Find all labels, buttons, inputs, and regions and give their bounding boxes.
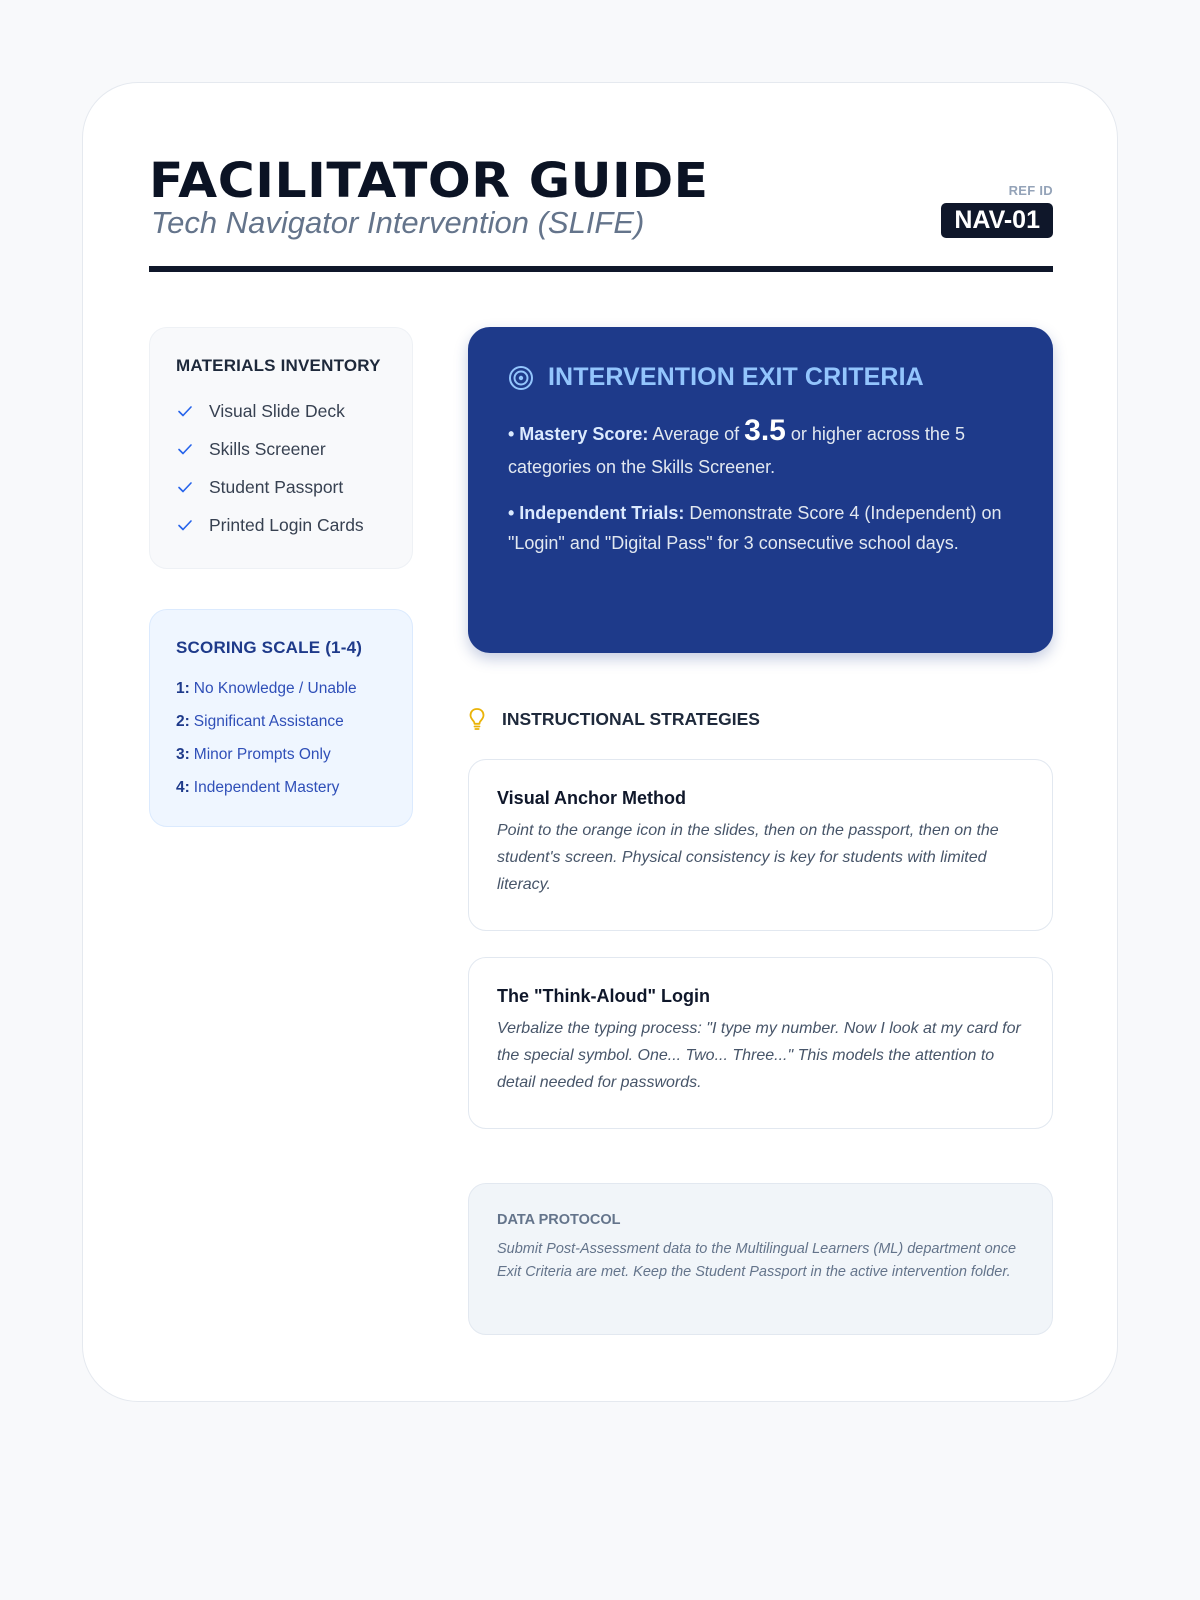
guide-card xyxy=(82,82,1118,1402)
strategies-header xyxy=(468,707,760,731)
level-number: 4: xyxy=(176,778,190,796)
independent-trials-criterion xyxy=(508,498,1013,558)
mastery-score-post: or higher across the 5 categories on the Skills Screener. xyxy=(508,424,965,477)
mastery-score-label: • Mastery Score: xyxy=(508,424,649,444)
list-item xyxy=(176,506,386,544)
ref-id-badge: NAV-01 xyxy=(941,203,1053,238)
materials-inventory-panel xyxy=(149,327,413,569)
independent-trials-label: • Independent Trials: xyxy=(508,503,685,523)
strategy-card xyxy=(468,759,1053,931)
level-number: 3: xyxy=(176,745,190,763)
level-label: No Knowledge / Unable xyxy=(193,679,357,697)
mastery-score-pre: Average of xyxy=(652,424,740,444)
strategy-title: The "Think-Aloud" Login xyxy=(497,986,711,1006)
independent-trials-text: Demonstrate Score 4 (Independent) on "Login" and "Digital Pass" for 3 consecutive school days. xyxy=(508,503,1002,553)
exit-criteria-panel xyxy=(468,327,1053,653)
lightbulb-icon xyxy=(468,707,486,731)
mastery-score-criterion xyxy=(508,414,1013,484)
level-label: Significant Assistance xyxy=(193,712,344,730)
material-label: Skills Screener xyxy=(209,438,326,459)
material-label: Visual Slide Deck xyxy=(209,400,345,421)
check-icon xyxy=(176,478,194,496)
materials-title: MATERIALS INVENTORY xyxy=(176,356,381,375)
strategy-text: Point to the orange icon in the slides, then on the passport, then on the student's screen. Physical consistency is key for students with limited literacy. xyxy=(497,822,999,893)
material-label: Student Passport xyxy=(209,476,344,497)
level-number: 2: xyxy=(176,712,190,730)
level-number: 1: xyxy=(176,679,190,697)
data-protocol-panel xyxy=(468,1183,1053,1335)
strategy-title: Visual Anchor Method xyxy=(497,788,687,808)
strategy-text: Verbalize the typing process: "I type my number. Now I look at my card for the special symbol. One... Two... Three..." This models the attention to detail needed for passwords. xyxy=(497,1020,1021,1091)
page-subtitle: Tech Navigator Intervention (SLIFE) xyxy=(151,205,645,240)
scoring-title: SCORING SCALE (1-4) xyxy=(176,638,363,657)
mastery-score-value: 3.5 xyxy=(744,414,786,447)
list-item xyxy=(176,771,386,804)
scoring-scale-panel xyxy=(149,609,413,827)
level-label: Minor Prompts Only xyxy=(193,745,331,763)
strategy-card xyxy=(468,957,1053,1129)
list-item xyxy=(176,468,386,506)
level-label: Independent Mastery xyxy=(193,778,340,796)
guide-header xyxy=(149,153,1053,273)
check-icon xyxy=(176,402,194,420)
check-icon xyxy=(176,440,194,458)
list-item xyxy=(176,705,386,738)
ref-id-label: REF ID xyxy=(1008,183,1053,198)
check-icon xyxy=(176,516,194,534)
target-icon xyxy=(508,365,534,391)
list-item xyxy=(176,738,386,771)
exit-criteria-header xyxy=(508,363,1013,392)
list-item xyxy=(176,430,386,468)
data-protocol-title: DATA PROTOCOL xyxy=(497,1212,621,1228)
strategies-title: INSTRUCTIONAL STRATEGIES xyxy=(502,708,760,729)
scoring-list xyxy=(176,672,386,804)
material-label: Printed Login Cards xyxy=(209,514,364,535)
materials-list xyxy=(176,392,386,544)
header-divider xyxy=(149,266,1053,272)
list-item xyxy=(176,672,386,705)
data-protocol-text: Submit Post-Assessment data to the Multilingual Learners (ML) department once Exit Criteria are met. Keep the Student Passport in the active intervention folder. xyxy=(497,1241,1017,1280)
page-title: FACILITATOR GUIDE xyxy=(149,153,709,209)
list-item xyxy=(176,392,386,430)
exit-criteria-title: INTERVENTION EXIT CRITERIA xyxy=(548,363,924,391)
